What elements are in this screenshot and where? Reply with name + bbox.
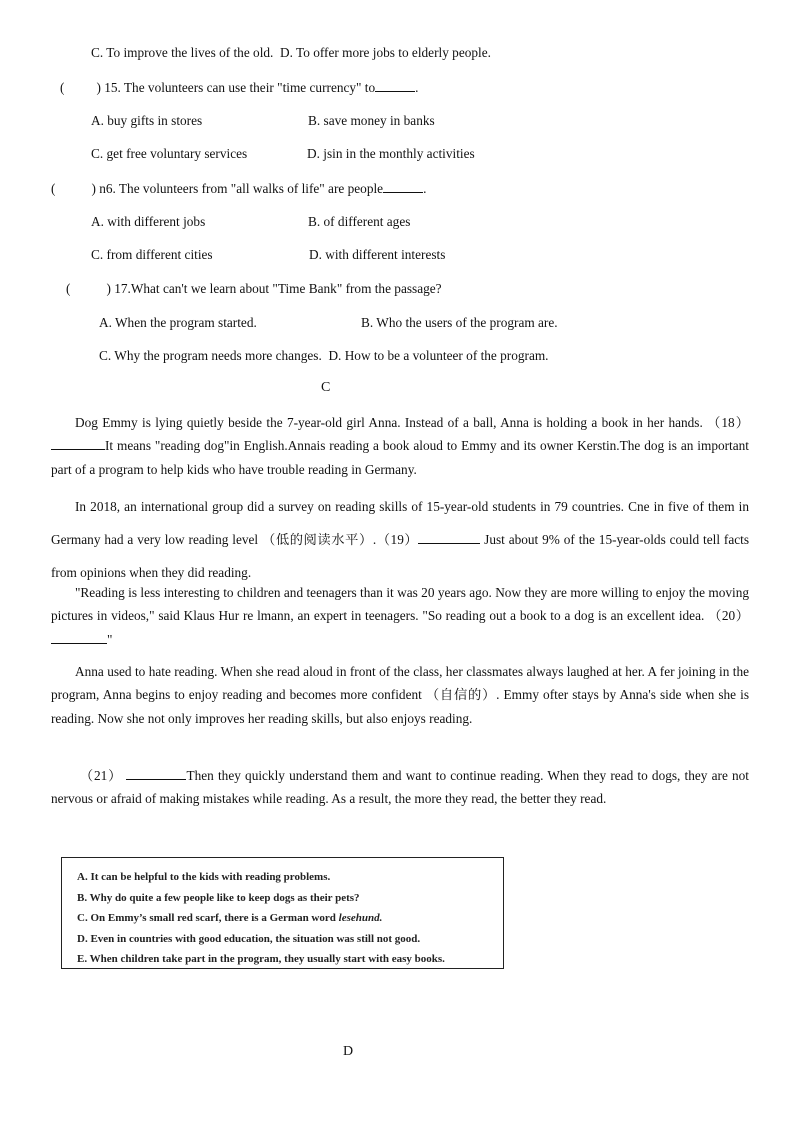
q15-option-a[interactable]: A. buy gifts in stores — [91, 113, 203, 128]
section-d-heading: D — [343, 1044, 354, 1059]
q14-option-c: C. To improve the lives of the old. — [91, 45, 274, 60]
q17-stem-text: What can't we learn about "Time Bank" from the passage? — [130, 281, 442, 296]
blank-19[interactable] — [418, 531, 480, 544]
q16-stem: ( ) n6. The volunteers from "all walks of life" are people . — [51, 181, 427, 196]
q17-paren-open: ( — [66, 281, 71, 296]
q15-paren-close: ) — [96, 80, 101, 95]
blank-20[interactable] — [51, 631, 107, 644]
q17-option-c-d-row — [99, 348, 549, 364]
q15-paren-open: ( — [60, 80, 65, 95]
section-c-paragraph-3: "Reading is less interesting to children and teenagers than it was 20 years ago. Now they are more willing to enjoy the moving pictures in videos," said Klaus Hur re lmann, an expert in teenagers. "So reading out a book to a dog is an excellent idea. （20）" — [51, 585, 749, 647]
section-c-paragraph-1: Dog Emmy is lying quietly beside the 7-year-old girl Anna. Instead of a ball, Anna is holding a book in her hands. （18）It means "reading dog"in English.Annais reading a book aloud to Emmy and its owner Kerstin.The dog is an important part of a program to help kids who have trouble reading in Germany. — [51, 415, 749, 477]
q17-option-c[interactable]: C. Why the program needs more changes. — [99, 348, 322, 363]
section-c-heading: C — [321, 380, 331, 395]
q16-paren-open: ( — [51, 181, 56, 196]
choice-a[interactable]: A. It can be helpful to the kids with reading problems. — [77, 871, 331, 883]
q17-option-d[interactable]: D. How to be a volunteer of the program. — [328, 348, 549, 363]
blank-18[interactable] — [51, 437, 105, 450]
section-c-paragraph-2: In 2018, an international group did a survey on reading skills of 15-year-old students in 79 countries. Cne in five of them in Germany had a very low reading level （低的阅读水平）.（19） Just about 9% of the 15-year-olds could tell facts from opinions when they did reading. — [51, 499, 750, 580]
q15-option-b[interactable]: B. save money in banks — [308, 113, 435, 128]
q14-options-row — [91, 45, 491, 61]
q15-option-d[interactable]: D. jsin in the monthly activities — [307, 146, 475, 161]
q15-option-c[interactable]: C. get free voluntary services — [91, 146, 248, 161]
q17-option-b[interactable]: B. Who the users of the program are. — [361, 315, 558, 330]
section-c-paragraph-4: Anna used to hate reading. When she read aloud in front of the class, her classmates always laughed at her. A fer joining in the program, Anna begins to enjoy reading and becomes more confident （自信的）. Emmy ofter stays by Anna's side when she is reading. Now she not only improves her reading skills, but also enjoys reading. — [51, 664, 749, 726]
q16-answer-blank[interactable] — [383, 180, 423, 193]
choice-e[interactable]: E. When children take part in the program, they usually start with easy books. — [77, 953, 445, 965]
q16-option-b[interactable]: B. of different ages — [308, 214, 411, 229]
blank-21[interactable] — [126, 767, 186, 780]
q17-option-a[interactable]: A. When the program started. — [99, 315, 257, 330]
q15-stem-text: The volunteers can use their "time currency" to — [123, 80, 376, 95]
q16-number: n6. — [99, 181, 116, 196]
choice-c[interactable]: C. On Emmy’s small red scarf, there is a German word lesehund. — [77, 912, 383, 924]
q16-option-d[interactable]: D. with different interests — [309, 247, 446, 262]
q17-stem — [66, 281, 442, 297]
choice-d[interactable]: D. Even in countries with good education, the situation was still not good. — [77, 932, 421, 945]
q16-option-a[interactable]: A. with different jobs — [91, 214, 206, 229]
q16-paren-close: ) — [91, 181, 96, 196]
section-c-paragraph-5: （21） Then they quickly understand them and want to continue reading. When they read to dogs, they are not nervous or afraid of making mistakes while reading. As a result, the more they read, the better they read. — [51, 768, 750, 807]
q16-option-c[interactable]: C. from different cities — [91, 247, 213, 262]
choice-b[interactable]: B. Why do quite a few people like to keep dogs as their pets? — [77, 891, 360, 904]
q17-paren-close: ) — [106, 281, 111, 296]
q15-number: 15. — [104, 80, 121, 95]
q15-stem: ( ) 15. The volunteers can use their "time currency" to . — [60, 80, 419, 95]
q15-answer-blank[interactable] — [375, 79, 415, 92]
q17-number: 17. — [114, 281, 131, 296]
q14-option-d: D. To offer more jobs to elderly people. — [280, 45, 491, 60]
answer-choices-box — [61, 857, 504, 969]
q16-stem-text: The volunteers from "all walks of life" are people — [118, 181, 384, 196]
